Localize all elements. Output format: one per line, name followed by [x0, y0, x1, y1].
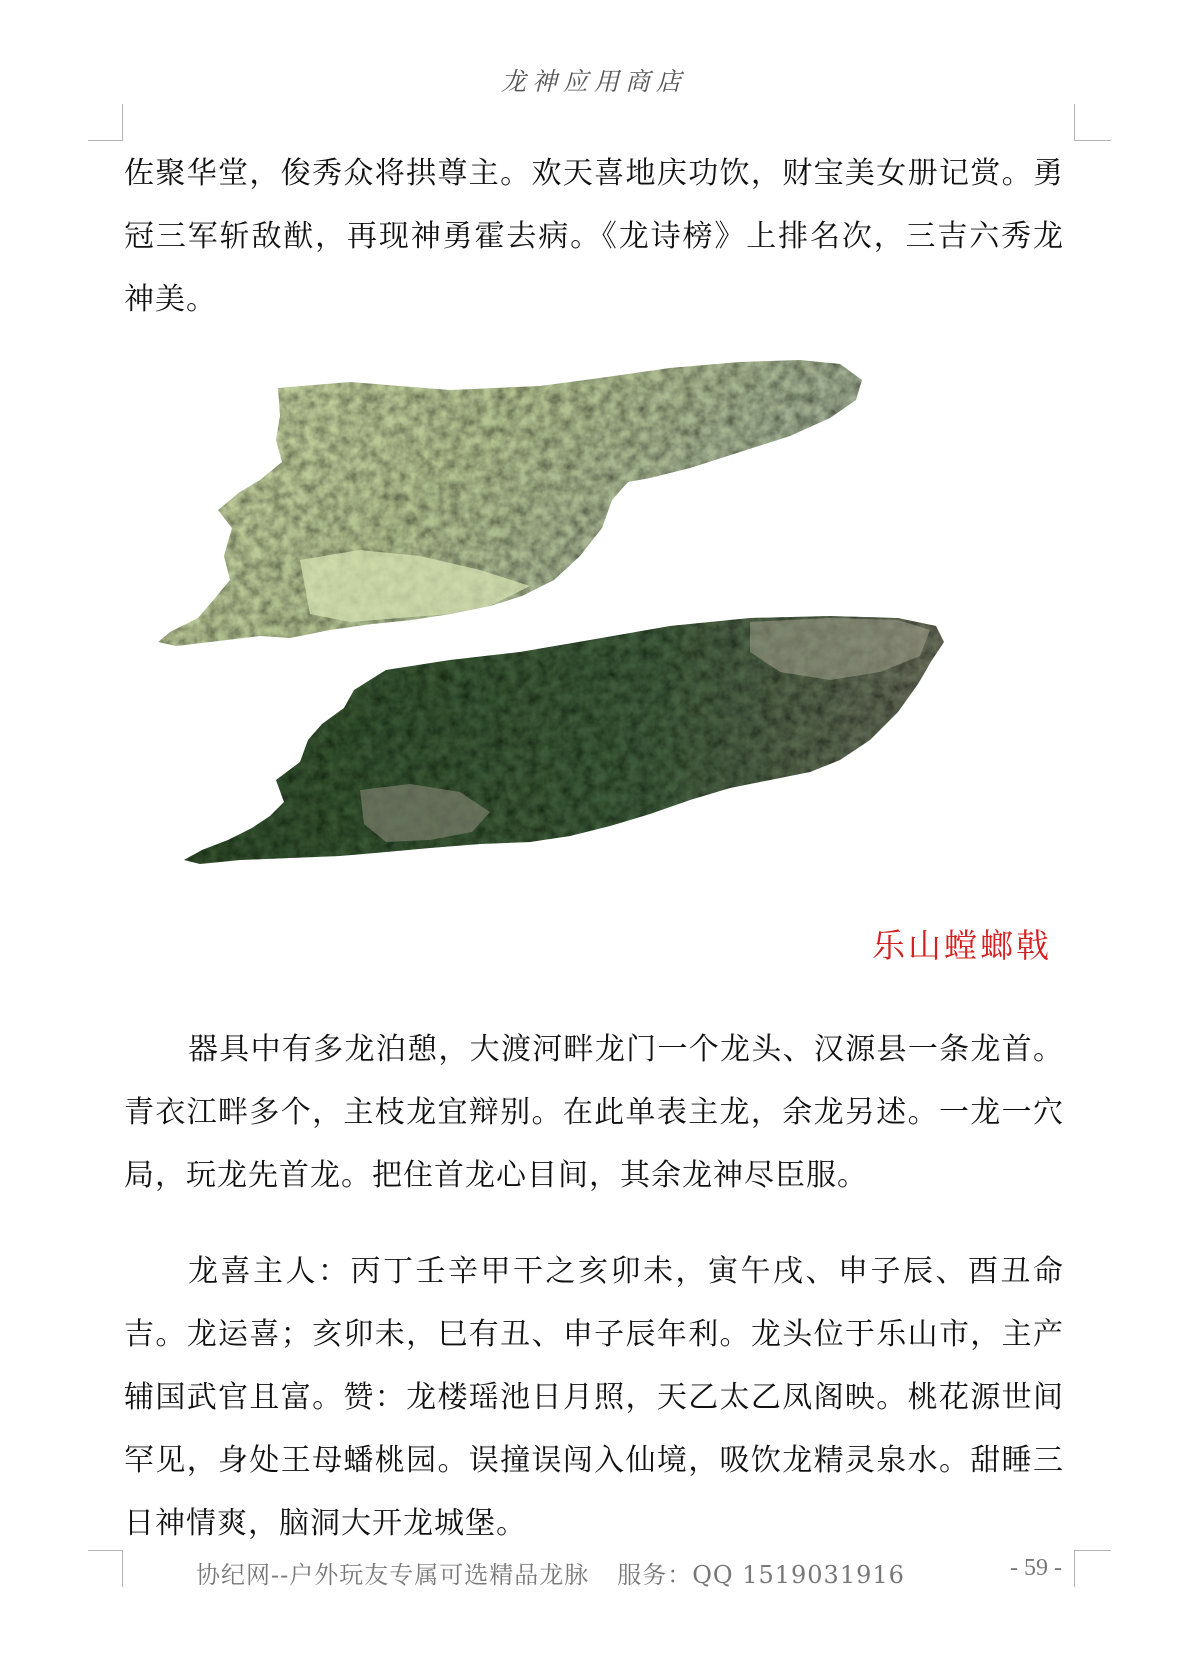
paragraph-3: 龙喜主人：丙丁壬辛甲干之亥卯未，寅午戌、申子辰、酉丑命吉。龙运喜；亥卯未，巳有丑、申子辰年利。龙头位于乐山市，主产辅国武官且富。赞：龙楼瑶池日月照，天乙太乙凤阁映。桃花源世间罕见，身处王母蟠桃园。误撞误闯入仙境，吸饮龙精灵泉水。甜睡三日神情爽，脑洞大开龙城堡。 — [124, 1254, 1064, 1541]
relief-map — [158, 360, 862, 646]
page-number: - 59 - — [1010, 1555, 1062, 1581]
crop-mark-top-right — [1074, 104, 1111, 141]
crop-mark-bottom-left — [88, 1550, 123, 1587]
footer-service-text: 服务：QQ 1519031916 — [617, 1561, 905, 1589]
footer-site-text: 协纪网--户外玩友专属可选精品龙脉 — [196, 1561, 590, 1589]
crop-mark-bottom-right — [1074, 1550, 1111, 1587]
page-footer — [196, 1555, 905, 1590]
figure-caption: 乐山螳螂戟 — [872, 926, 1052, 965]
terrain-figure — [150, 360, 1030, 930]
paragraph-2: 器具中有多龙泊憩，大渡河畔龙门一个龙头、汉源县一条龙首。青衣江畔多个，主枝龙宜辩别。在此单表主龙，余龙另述。一龙一穴局，玩龙先首龙。把住首龙心目间，其余龙神尽臣服。 — [124, 1032, 1064, 1193]
page-header: 龙神应用商店 — [500, 67, 687, 96]
paragraph-1: 佐聚华堂，俊秀众将拱尊主。欢天喜地庆功饮，财宝美女册记赏。勇冠三军斩敌猷，再现神勇霍去病。《龙诗榜》上排名次，三吉六秀龙神美。 — [124, 156, 1064, 317]
crop-mark-top-left — [88, 104, 123, 141]
